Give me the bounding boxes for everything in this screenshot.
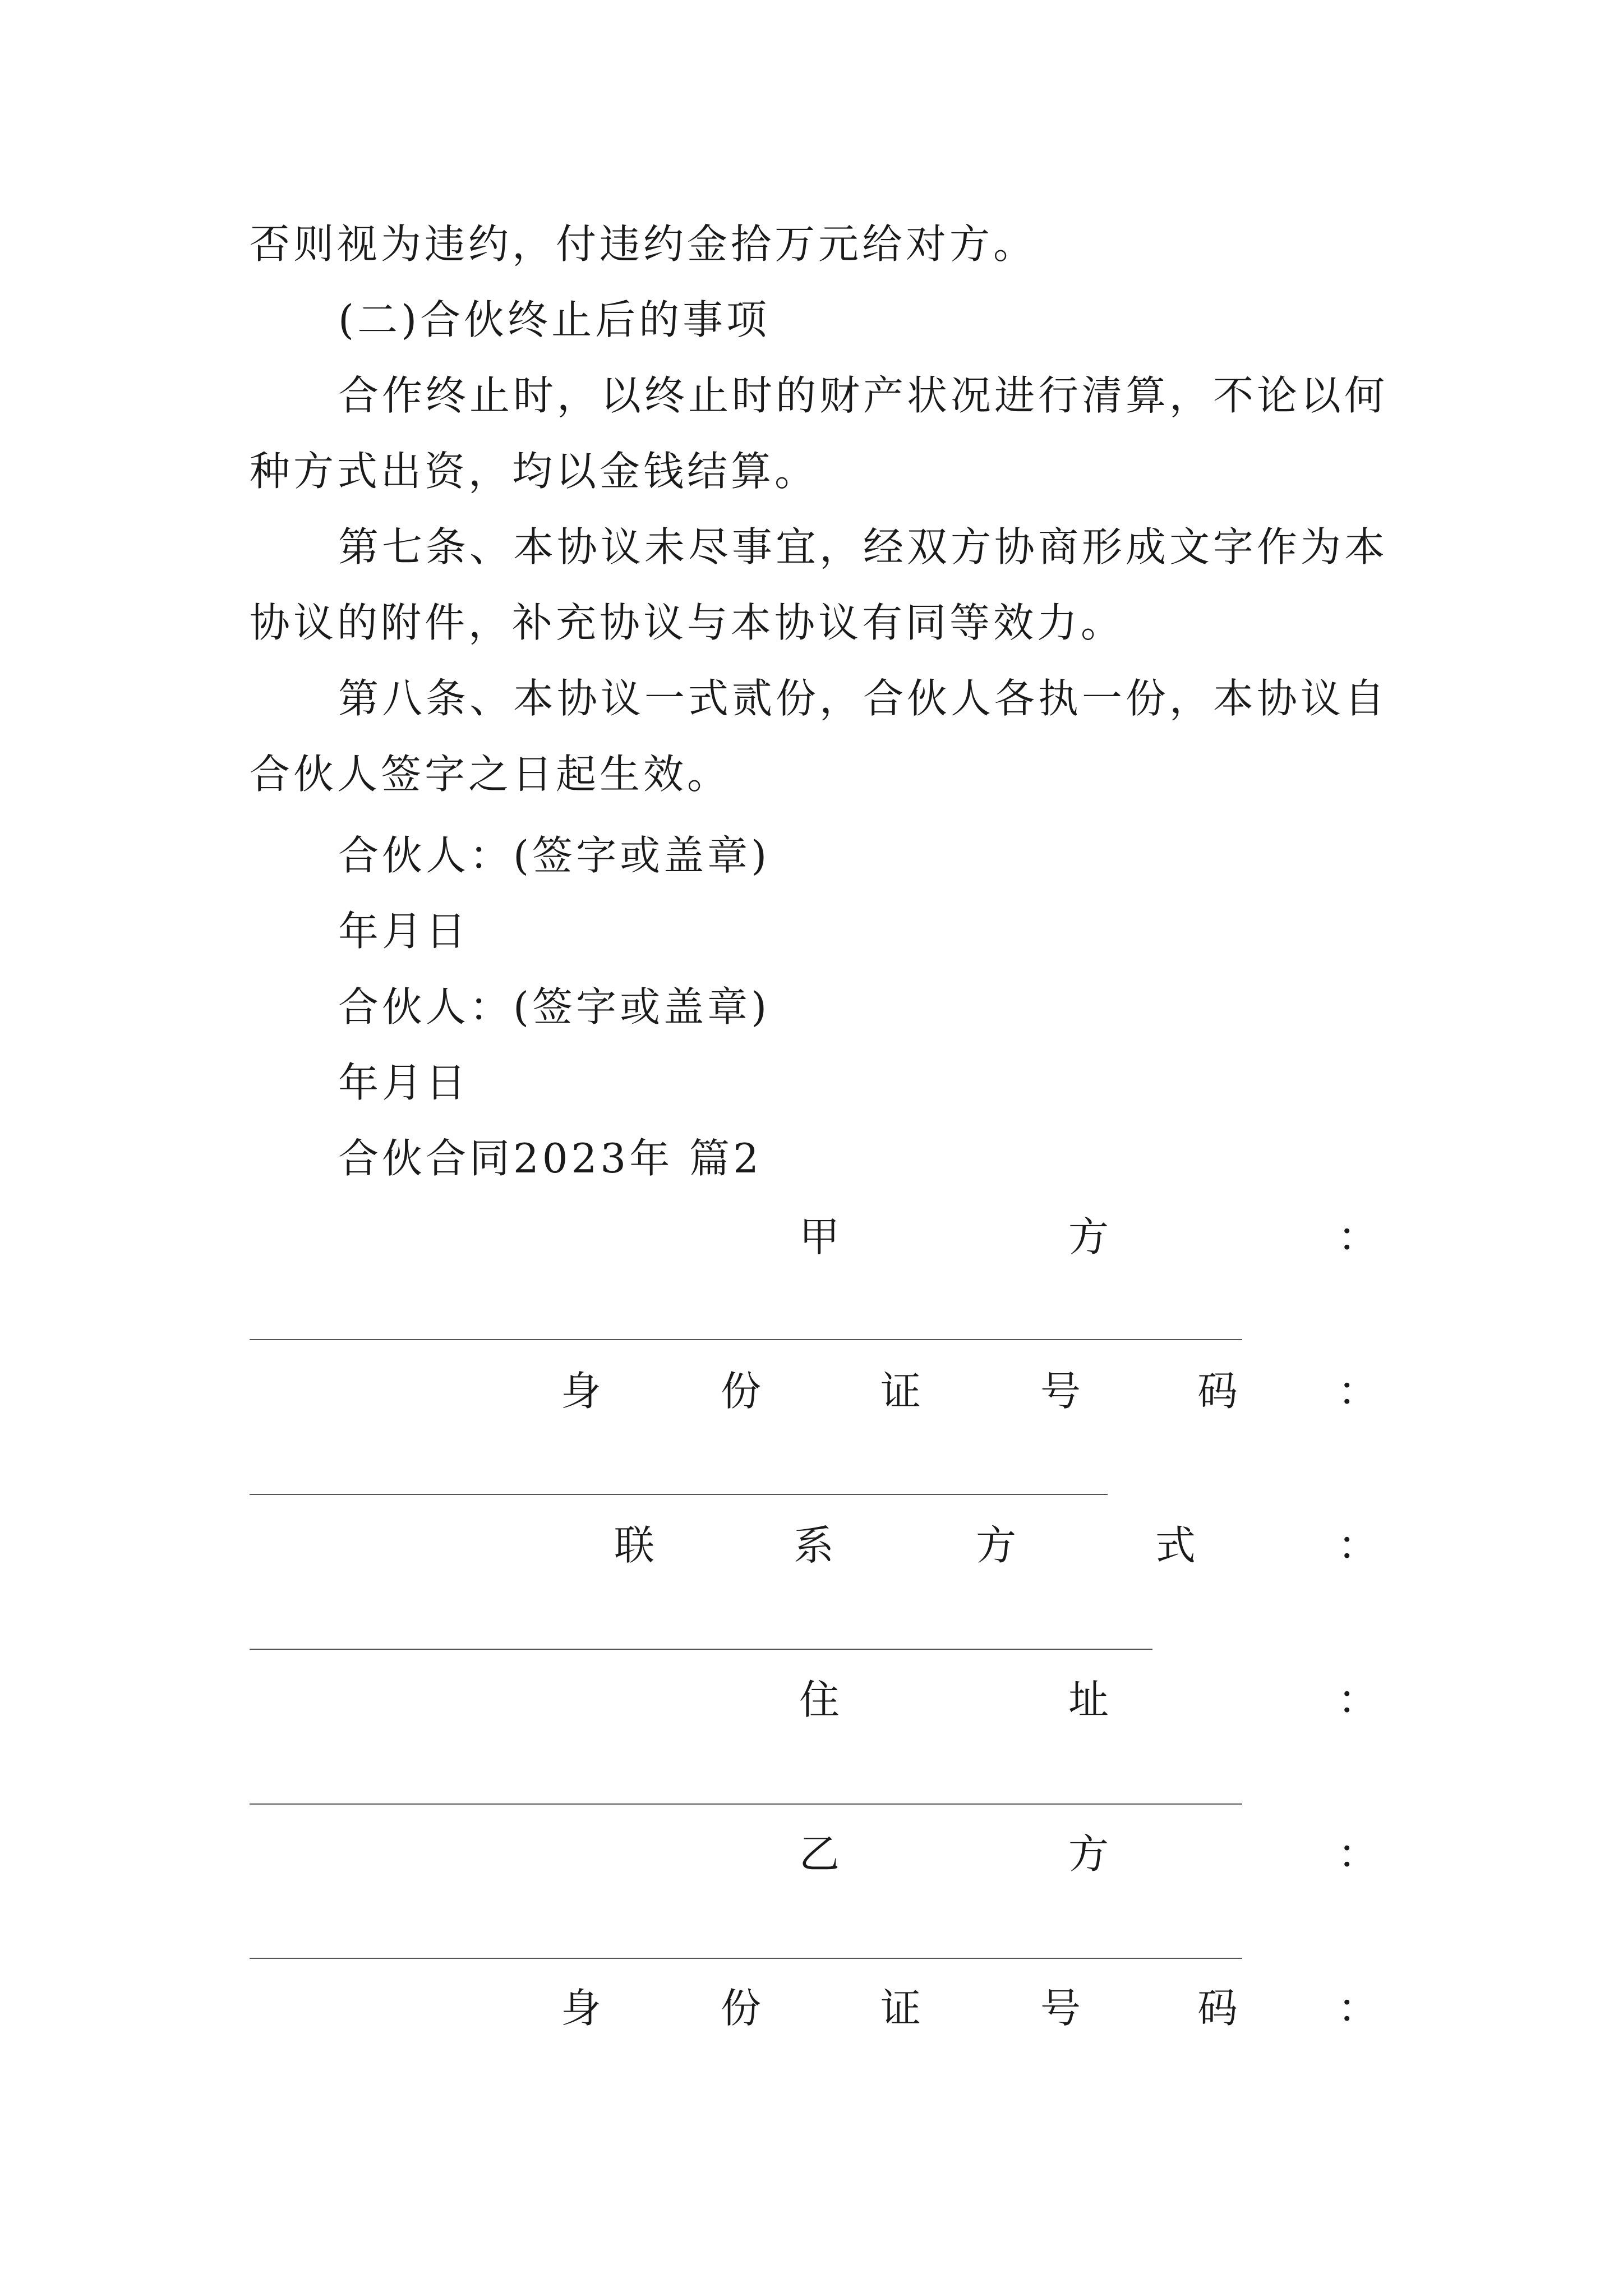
paragraph-line: 合伙人签字之日起生效。 bbox=[250, 751, 731, 798]
form-colon: ： bbox=[1338, 1368, 1378, 1415]
blank-line bbox=[250, 1803, 1242, 1805]
paragraph-line: 合作终止时，以终止时的财产状况进行清算，不论以何 bbox=[338, 372, 1389, 419]
blank-line bbox=[250, 1339, 1242, 1340]
form-char: 身 bbox=[561, 1368, 602, 1415]
paragraph-line: 协议的附件，补充协议与本协议有同等效力。 bbox=[250, 599, 1125, 646]
form-char: 号 bbox=[1040, 1985, 1081, 2032]
paragraph-line: 第七条、本协议未尽事宜，经双方协商形成文字作为本 bbox=[338, 523, 1389, 570]
form-char: 份 bbox=[721, 1368, 762, 1415]
form-char: 系 bbox=[794, 1522, 834, 1569]
form-row-party-b bbox=[250, 1826, 1378, 1882]
form-row-contact bbox=[250, 1517, 1378, 1573]
blank-line bbox=[250, 1958, 1242, 1959]
date-line: 年月日 bbox=[338, 1059, 470, 1106]
paragraph-line: 第八条、本协议一式贰份，合伙人各执一份，本协议自 bbox=[338, 675, 1389, 722]
form-char: 码 bbox=[1197, 1368, 1238, 1415]
form-char: 联 bbox=[614, 1522, 655, 1569]
paragraph-line: 否则视为违约，付违约金拾万元给对方。 bbox=[250, 220, 1038, 268]
form-char: 甲 bbox=[799, 1213, 840, 1260]
section-heading: (二)合伙终止后的事项 bbox=[338, 296, 771, 343]
form-char: 份 bbox=[721, 1985, 762, 2032]
form-colon: ： bbox=[1338, 1985, 1378, 2032]
form-char: 方 bbox=[976, 1522, 1017, 1569]
form-char: 证 bbox=[880, 1985, 921, 2032]
form-char: 方 bbox=[1068, 1213, 1109, 1260]
signature-line: 合伙人：(签字或盖章) bbox=[338, 832, 771, 879]
form-char: 证 bbox=[880, 1368, 921, 1415]
paragraph-line: 种方式出资，均以金钱结算。 bbox=[250, 448, 819, 495]
form-char: 号 bbox=[1040, 1368, 1081, 1415]
form-row-address bbox=[250, 1672, 1378, 1728]
form-char: 式 bbox=[1155, 1522, 1196, 1569]
form-row-id-number-b bbox=[250, 1980, 1378, 2036]
form-colon: ： bbox=[1338, 1676, 1378, 1723]
form-char: 码 bbox=[1197, 1985, 1238, 2032]
form-colon: ： bbox=[1338, 1213, 1378, 1260]
signature-line: 合伙人：(签字或盖章) bbox=[338, 983, 771, 1030]
form-char: 址 bbox=[1068, 1676, 1109, 1723]
form-char: 乙 bbox=[799, 1830, 840, 1878]
date-line: 年月日 bbox=[338, 908, 470, 955]
form-char: 住 bbox=[799, 1676, 840, 1723]
form-char: 方 bbox=[1068, 1830, 1109, 1878]
form-row-id-number-a bbox=[250, 1363, 1378, 1419]
form-colon: ： bbox=[1338, 1830, 1378, 1878]
blank-line bbox=[250, 1494, 1108, 1495]
form-colon: ： bbox=[1338, 1522, 1378, 1569]
contract-title: 合伙合同2023年 篇2 bbox=[338, 1135, 762, 1182]
form-char: 身 bbox=[561, 1985, 602, 2032]
blank-line bbox=[250, 1649, 1152, 1650]
form-row-party-a bbox=[250, 1209, 1378, 1265]
